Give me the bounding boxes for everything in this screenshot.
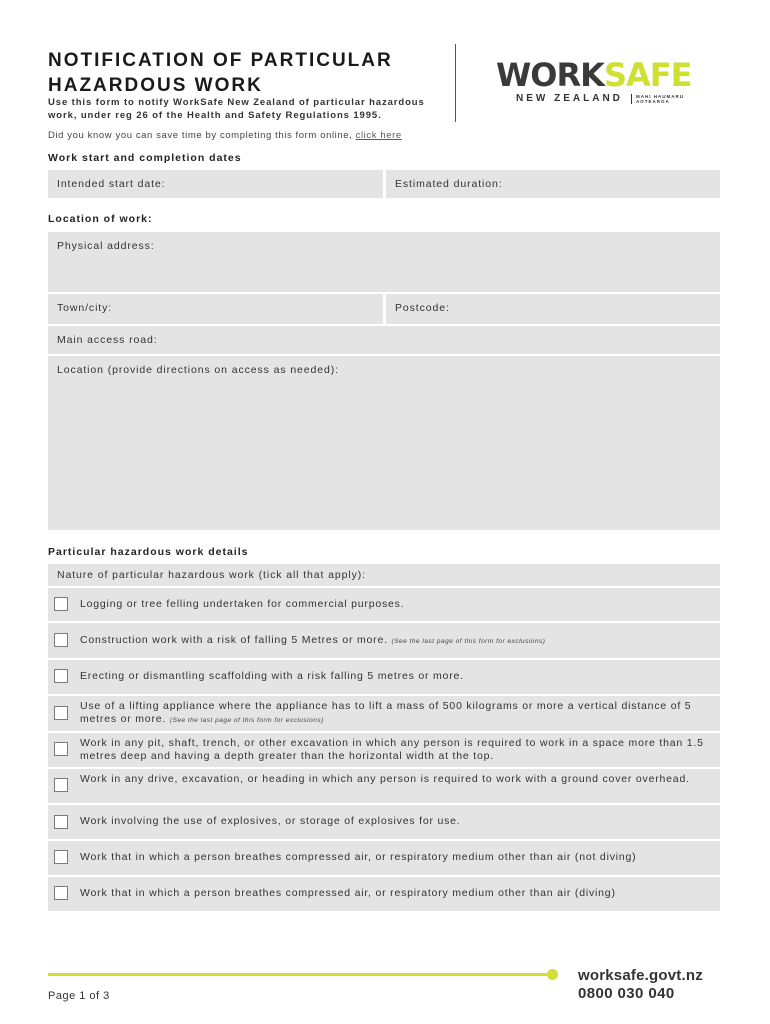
duration-field[interactable] <box>386 170 720 198</box>
physical-address-field[interactable] <box>48 232 720 292</box>
header-divider <box>455 44 456 122</box>
hazard-item-text: Work in any drive, excavation, or heading in which any person is required to work with a ground cover overhead. <box>80 773 690 785</box>
start-date-field[interactable] <box>48 170 383 198</box>
hazard-item-compressed-air-diving <box>48 877 720 911</box>
logo-country: NEW ZEALAND <box>516 93 623 104</box>
footer-dot <box>547 969 558 980</box>
hazard-item-text: Work involving the use of explosives, or storage of explosives for use. <box>80 815 461 827</box>
hazard-item-drive <box>48 769 720 803</box>
main-access-road-label: Main access road: <box>57 334 158 346</box>
duration-label: Estimated duration: <box>395 178 503 190</box>
online-notice-text: Did you know you can save time by completing this form online, <box>48 130 356 141</box>
hazard-checkbox-drive[interactable] <box>54 778 68 792</box>
town-city-field[interactable] <box>48 294 383 324</box>
page-number: Page 1 of 3 <box>48 990 110 1002</box>
hazard-item-main: Construction work with a risk of falling 5 Metres or more. <box>80 634 388 646</box>
logo-wordmark <box>496 58 691 92</box>
footer-website: worksafe.govt.nz <box>578 967 703 984</box>
hazard-checkbox-lifting[interactable] <box>54 706 68 720</box>
hazard-item-pit <box>48 733 720 767</box>
main-access-road-field[interactable] <box>48 326 720 354</box>
click-here-link[interactable]: click here <box>355 130 402 141</box>
hazard-item-note: (See the last page of this form for exclusions) <box>169 716 324 724</box>
hazard-item-text: Erecting or dismantling scaffolding with a risk falling 5 metres or more. <box>80 670 464 682</box>
hazard-item-scaffolding <box>48 660 720 694</box>
hazard-item-text: Logging or tree felling undertaken for commercial purposes. <box>80 598 405 610</box>
hazard-checkbox-pit[interactable] <box>54 742 68 756</box>
hazard-item-text <box>80 634 714 649</box>
location-heading: Location of work: <box>48 213 153 225</box>
location-directions-label: Location (provide directions on access as needed): <box>57 364 339 376</box>
hazard-item-text: Work that in which a person breathes compressed air, or respiratory medium other than air (not diving) <box>80 851 637 863</box>
hazard-nature-label: Nature of particular hazardous work (tick all that apply): <box>57 569 366 581</box>
hazard-item-lifting <box>48 696 720 731</box>
hazard-checkbox-scaffolding[interactable] <box>54 669 68 683</box>
hazard-item-logging <box>48 588 720 621</box>
hazard-checkbox-explosives[interactable] <box>54 815 68 829</box>
hazard-item-text: Work that in which a person breathes compressed air, or respiratory medium other than air (diving) <box>80 887 616 899</box>
town-city-label: Town/city: <box>57 302 113 314</box>
hazard-checkbox-construction[interactable] <box>54 633 68 647</box>
hazard-checkbox-compressed-air-not-diving[interactable] <box>54 850 68 864</box>
footer-phone: 0800 030 040 <box>578 985 675 1002</box>
hazard-item-main: Use of a lifting appliance where the appliance has to lift a mass of 500 kilograms or more a vertical distance of 5 metres or more. <box>80 700 692 725</box>
hazard-item-construction <box>48 623 720 658</box>
footer-line <box>48 973 553 976</box>
form-intro: Use this form to notify WorkSafe New Zealand of particular hazardous work, under reg 26 of the Health and Safety Regulations 1995. <box>48 97 425 121</box>
hazard-item-note: (See the last page of this form for exclusions) <box>391 638 546 645</box>
form-title: NOTIFICATION OF PARTICULAR HAZARDOUS WORK <box>48 50 393 96</box>
postcode-label: Postcode: <box>395 302 450 314</box>
hazard-item-text <box>80 700 714 727</box>
hazard-item-explosives <box>48 805 720 839</box>
hazard-heading: Particular hazardous work details <box>48 546 249 558</box>
hazard-item-text: Work in any pit, shaft, trench, or other excavation in which any person is required to work in a space more than 1.5 metres deep and having a depth greater than the horizontal width at the top. <box>80 737 704 762</box>
hazard-nature-label-row <box>48 564 720 586</box>
online-notice <box>48 130 402 141</box>
postcode-field[interactable] <box>386 294 720 324</box>
dates-heading: Work start and completion dates <box>48 152 242 164</box>
logo-work: WORK <box>496 56 604 94</box>
hazard-checkbox-compressed-air-diving[interactable] <box>54 886 68 900</box>
physical-address-label: Physical address: <box>57 240 155 252</box>
start-date-label: Intended start date: <box>57 178 166 190</box>
logo-maori: MAHI HAUMARU AOTEAROA <box>636 94 684 104</box>
hazard-checkbox-logging[interactable] <box>54 597 68 611</box>
logo-separator <box>631 94 632 104</box>
hazard-item-compressed-air-not-diving <box>48 841 720 875</box>
logo-safe: SAFE <box>603 56 692 94</box>
worksafe-logo <box>496 56 706 108</box>
location-directions-field[interactable] <box>48 356 720 530</box>
